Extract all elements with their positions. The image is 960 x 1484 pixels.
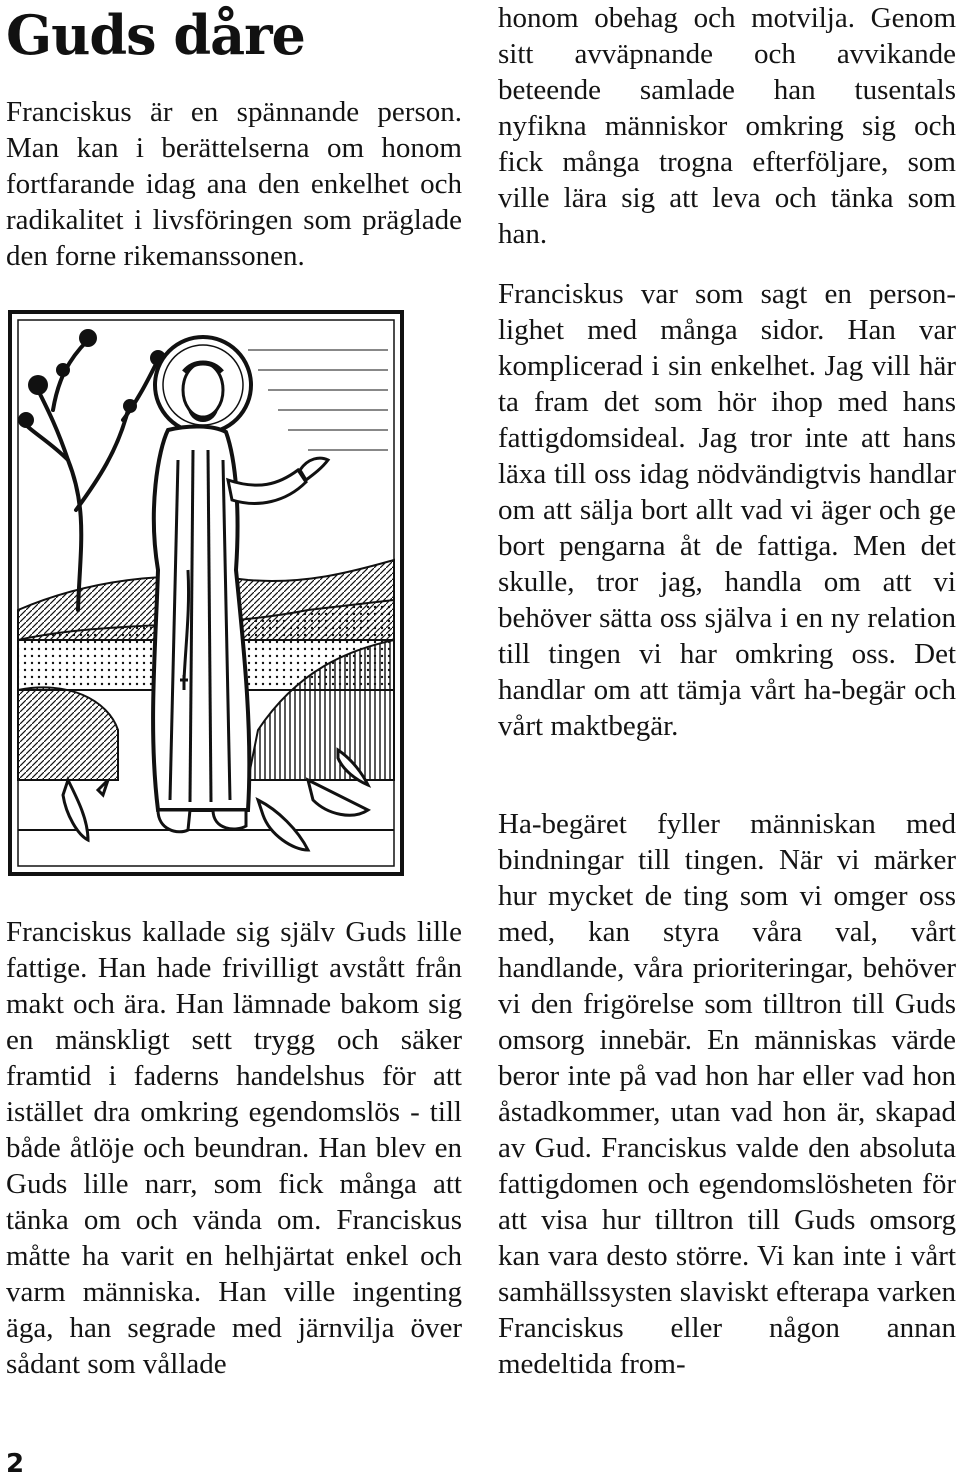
intro-paragraph <box>6 94 462 274</box>
intro-text: Franciskus är en spännande person. Man kan i berättelserna om honom fortfarande idag ana den enkelhet och radikalitet i livsföringen som präglade den forne rikemanssonen. <box>6 96 462 272</box>
saint-francis-woodcut-illustration <box>8 310 404 876</box>
right-bottom-text: Ha-begäret fyller människan med bindningar till tingen. När vi märker hur mycket de ting som vi omger oss med, kan styra våra val, vårt handlande, våra prioriteringar, behöver vi den frigörelse som tilltron till Guds omsorg innebär. En människas värde beror inte på vad hon har eller vad hon åstadkommer, utan vad hon är, skapad av Gud. Franciskus valde den absoluta fattigdomen och egendomslösheten för att visa hur tilltron till Guds omsorg kan vara desto större. Vi kan inte i vårt samhällssysten slaviskt efterapa varken Franciskus eller någon annan medeltida from- <box>498 808 956 1380</box>
right-middle-text: Franciskus var som sagt en personlighet med många sidor. Han var komplicerad i sin enkelhet. Jag vill här ta fram det som hör ihop med hans fattigdomsideal. Jag tror inte att hans läxa till oss idag nödvändigtvis handlar om att sälja bort allt vad vi äger och ge bort pengarna åt de fattiga. Men det skulle, tror jag, handla om att vi behöver sätta oss själva i en ny relation till tingen vi har omkring oss. Det handlar om att tämja vårt ha-begär och vårt maktbegär. <box>498 278 956 742</box>
left-body-text: Franciskus kallade sig själv Guds lille fattige. Han hade frivilligt avstått från makt och ära. Han lämnade bakom sig en mänskligt sett trygg och säker framtid i faderns handelshus för att istället dra omkring egendomslös - till både åtlöje och beundran. Han blev en Guds lille narr, som fick många att tänka om och vända om. Franciskus måtte ha varit en helhjärtat enkel och varm människa. Han ville ingenting äga, han segrade med järnvilja över sådant som vållade <box>6 916 462 1380</box>
right-top-paragraph <box>498 0 956 252</box>
woodcut-saint-francis-icon <box>8 310 404 876</box>
right-top-text: honom obehag och motvilja. Genom sitt avväpnande och avvikande beteende samlade han tusentals nyfikna människor omkring sig och fick många trogna efterföljare, som ville lära sig att leva och tänka som han. <box>498 2 956 250</box>
right-middle-paragraph <box>498 276 956 744</box>
left-body-column <box>6 914 462 1382</box>
right-bottom-paragraph <box>498 806 956 1382</box>
page-number: 2 <box>6 1449 25 1479</box>
article-title: Guds dåre <box>6 3 305 67</box>
